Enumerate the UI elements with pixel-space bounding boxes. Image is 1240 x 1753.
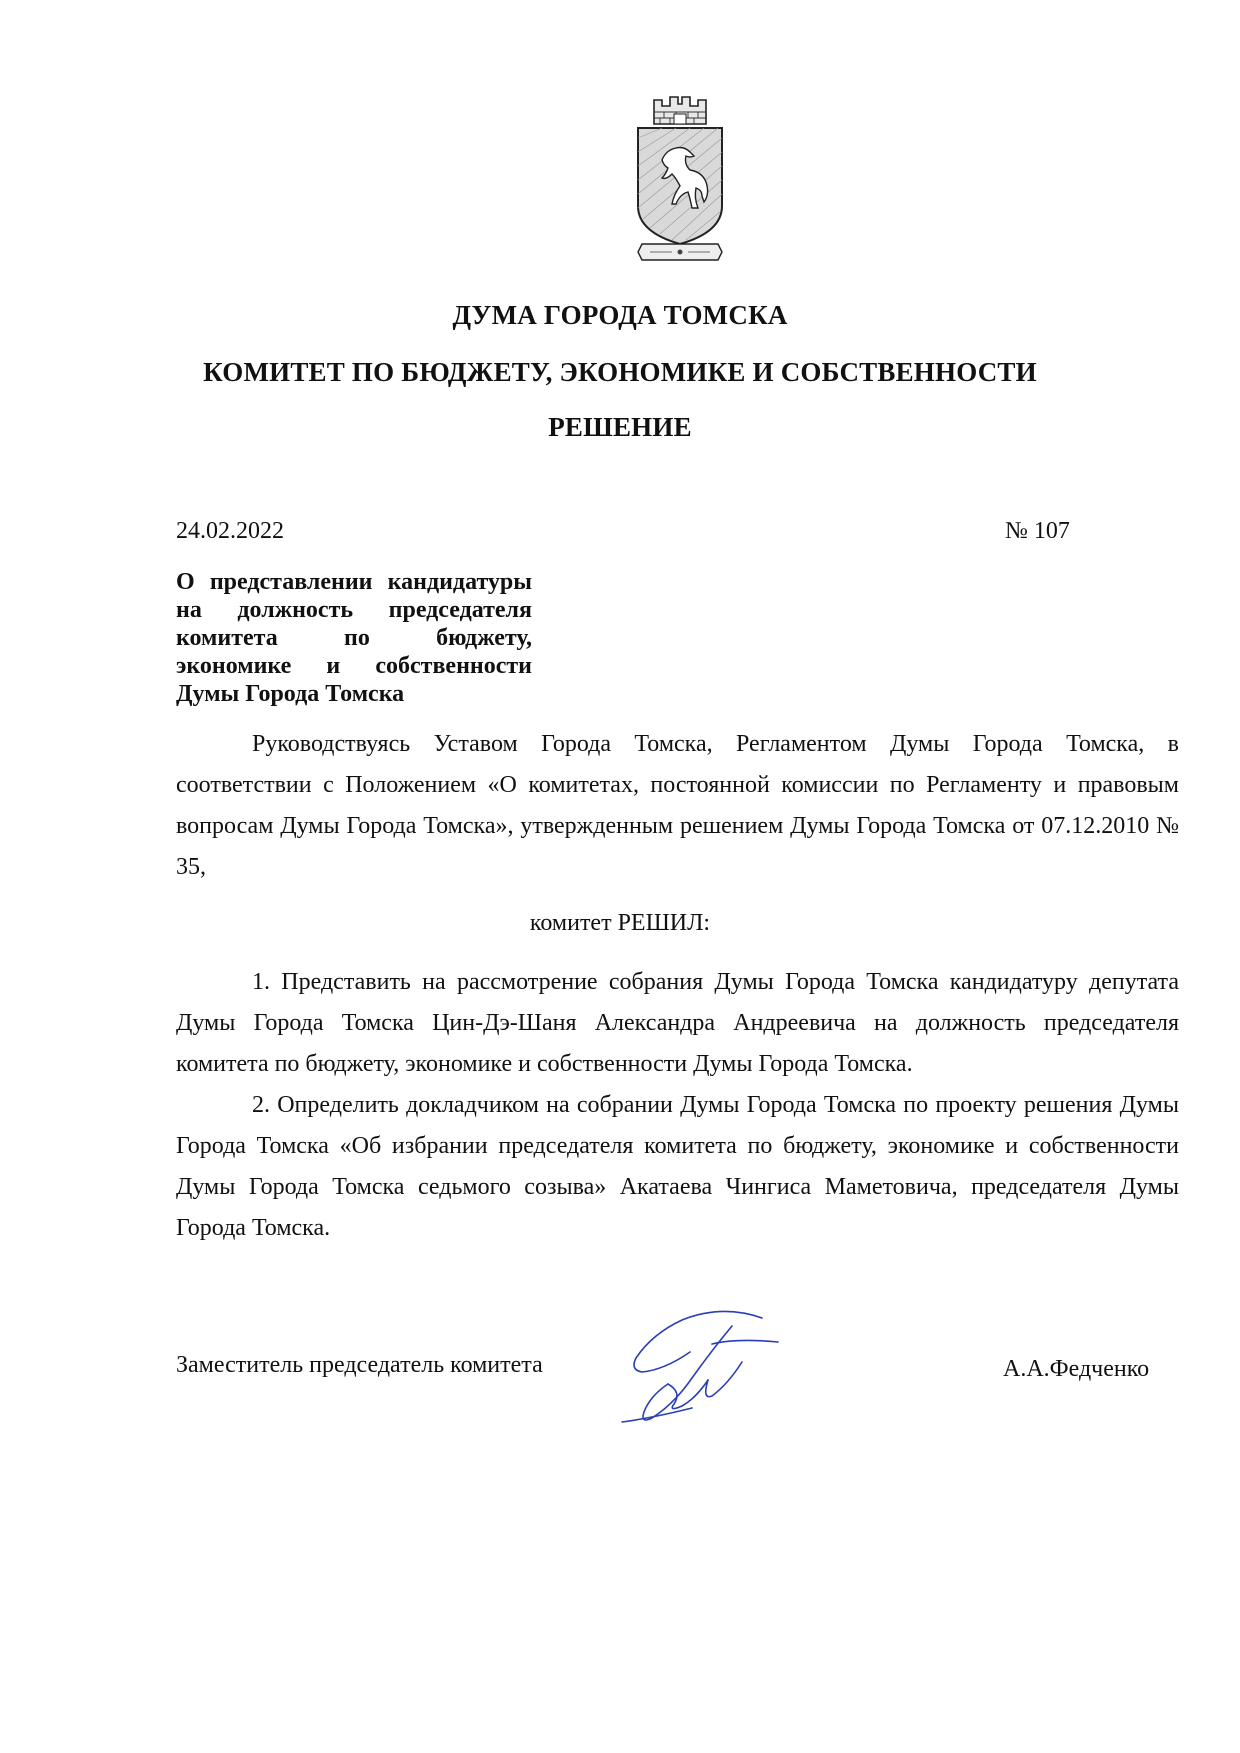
document-subject bbox=[176, 568, 532, 708]
resolution-item: 1. Представить на рассмотрение собрания Думы Города Томска кандидатуру депутата Думы Города Томска Цин-Дэ-Шаня Александра Андреевича на должность председателя комитета по бюджету, экономике и собственности Думы Города Томска. bbox=[176, 969, 1179, 1077]
resolution-heading: комитет РЕШИЛ: bbox=[529, 910, 711, 936]
subject-line: на должность председателя bbox=[176, 597, 532, 623]
preamble-paragraph: Руководствуясь Уставом Города Томска, Регламентом Думы Города Томска, в соответствии с Положением «О комитетах, постоянной комиссии по Регламенту и правовым вопросам Думы Города Томска», утвержденным решением Думы Города Томска от 07.12.2010 № 35, bbox=[176, 731, 1179, 880]
subject-line: О представлении кандидатуры bbox=[176, 569, 532, 595]
coat-of-arms-icon bbox=[632, 94, 728, 270]
handwritten-signature bbox=[612, 1300, 792, 1430]
signer-name: А.А.Федченко bbox=[1003, 1356, 1150, 1382]
resolution-item: 2. Определить докладчиком на собрании Думы Города Томска по проекту решения Думы Города Томска «Об избрании председателя комитета по бюджету, экономике и собственности Думы Города Томска седьмого созыва» Акатаева Чингиса Маметовича, председателя Думы Города Томска. bbox=[176, 1092, 1179, 1241]
subject-line: комитета по бюджету, bbox=[176, 625, 532, 651]
subject-line: Думы Города Томска bbox=[176, 681, 405, 707]
document-type-title: РЕШЕНИЕ bbox=[548, 412, 692, 442]
resolution-items bbox=[176, 962, 1179, 1249]
signer-role: Заместитель председатель комитета bbox=[176, 1352, 543, 1378]
subject-line: экономике и собственности bbox=[176, 653, 532, 679]
organization-title: ДУМА ГОРОДА ТОМСКА bbox=[452, 300, 788, 330]
document-number: № 107 bbox=[1005, 518, 1070, 544]
committee-title: КОМИТЕТ ПО БЮДЖЕТУ, ЭКОНОМИКЕ И СОБСТВЕННОСТИ bbox=[203, 357, 1037, 387]
document-date: 24.02.2022 bbox=[176, 518, 284, 544]
preamble-section bbox=[176, 724, 1179, 888]
